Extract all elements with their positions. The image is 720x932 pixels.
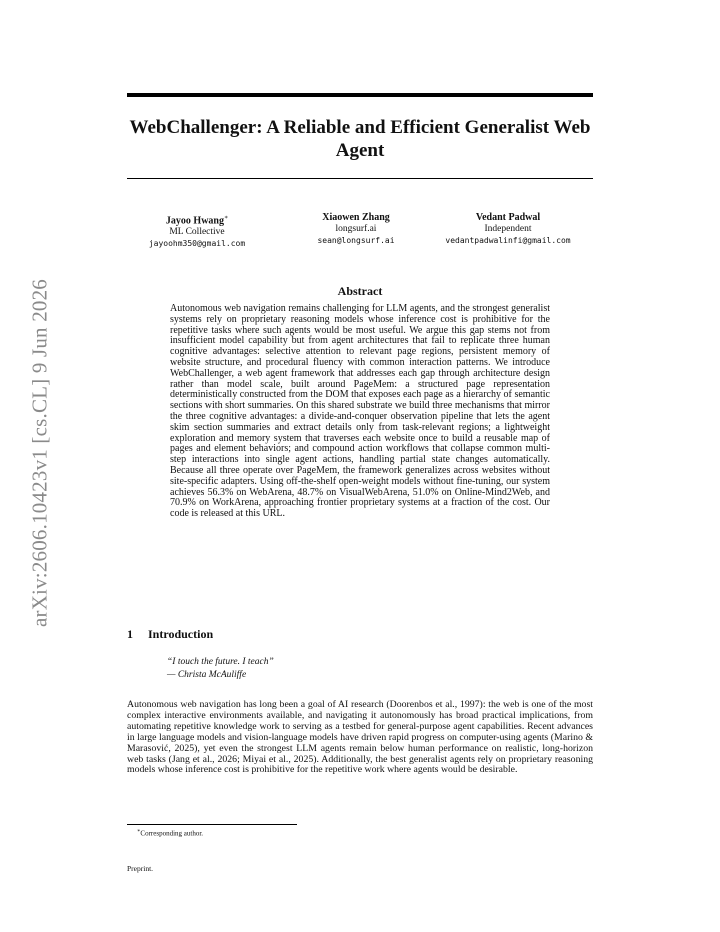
author-email: sean@longsurf.ai xyxy=(317,236,395,245)
epigraph-quote: “I touch the future. I teach” xyxy=(167,657,274,667)
epigraph-attribution: — Christa McAuliffe xyxy=(167,670,247,680)
author-2 xyxy=(281,212,431,246)
corresponding-marker: ∗ xyxy=(223,215,229,221)
author-email: jayoohm350@gmail.com xyxy=(148,239,246,249)
author-name: Xiaowen Zhang xyxy=(322,212,390,223)
author-name: Vedant Padwal xyxy=(475,212,541,223)
title-bottom-rule xyxy=(127,178,593,179)
arxiv-side-stamp: arXiv:2606.10423v1 [cs.CL] 9 Jun 2026 xyxy=(27,278,52,628)
section-heading xyxy=(127,627,593,641)
footnote-marker: ∗ xyxy=(137,829,141,834)
author-affiliation: Independent xyxy=(484,224,532,234)
author-name: Jayoo Hwang xyxy=(165,215,224,227)
author-affiliation: ML Collective xyxy=(169,227,225,238)
footnote-rule xyxy=(127,824,297,825)
paper-title: WebChallenger: A Reliable and Efficient Generalist Web Agent xyxy=(129,117,591,161)
epigraph xyxy=(167,656,274,682)
abstract-text: Autonomous web navigation remains challenging for LLM agents, and the strongest generalist systems rely on proprietary reasoning models whose inference cost is prohibitive for the repetitive tasks where such agents would be most useful. We argue this gap stems not from insufficient model capability but from agent architectures that fail to replicate three human cognitive advantages: selective attention to relevant page regions, persistent memory of website structure, and procedural fluency with common interaction patterns. We introduce WebChallenger, a web agent framework that addresses each gap through architecture design rather than model scale, built around PageMem: a structured page representation deterministically constructed from the DOM that exposes each page as a hierarchy of semantic sections with short summaries. On this shared substrate we build three mechanisms that mirror the three cognitive advantages: a divide-and-conquer observation pipeline that lets the agent skim section summaries and extract details only from task-relevant regions; a lightweight exploration and memory system that traverses each website once to build a reusable map of pages and element behaviors; and compound action workflows that collapse common multi-step interactions into single agent actions, handling partial state changes automatically. Because all three operate over PageMem, the framework generalizes across websites without site-specific adapters. Using off-the-shelf open-weight models without fine-tuning, our system achieves 56.3% on WebArena, 48.7% on VisualWebArena, 51.0% on Online-Mind2Web, and 70.9% on WorkArena, approaching frontier proprietary systems at a fraction of the cost. Our code is released at this URL. xyxy=(170,303,550,520)
footnote xyxy=(137,827,203,838)
author-3 xyxy=(413,212,603,246)
section-title: Introduction xyxy=(148,627,214,641)
title-top-rule xyxy=(127,93,593,97)
author-email: vedantpadwalinfi@gmail.com xyxy=(445,236,571,245)
section-number: 1 xyxy=(127,627,133,641)
abstract-heading: Abstract xyxy=(337,284,383,298)
author-1 xyxy=(127,212,267,249)
author-block xyxy=(127,212,593,252)
footnote-text: Corresponding author. xyxy=(140,829,204,838)
author-affiliation: longsurf.ai xyxy=(335,224,377,234)
introduction-paragraph: Autonomous web navigation has long been a goal of AI research (Doorenbos et al., 1997): the web is one of the most complex interactive environments available, and navigating it autonomously has broad practical implications, from automating repetitive knowledge work to serving as a testbed for general-purpose agent capabilities. Recent advances in large language models and vision-language models have driven rapid progress on computer-using agents (Marino & Marasović, 2025), yet even the strongest LLM agents remain below human performance on realistic, long-horizon web tasks (Jang et al., 2026; Miyai et al., 2025). Additionally, the best generalist agents rely on proprietary reasoning models whose inference cost is prohibitive for the repetitive work where agents would be desirable. xyxy=(127,699,593,776)
preprint-label: Preprint. xyxy=(127,864,154,873)
